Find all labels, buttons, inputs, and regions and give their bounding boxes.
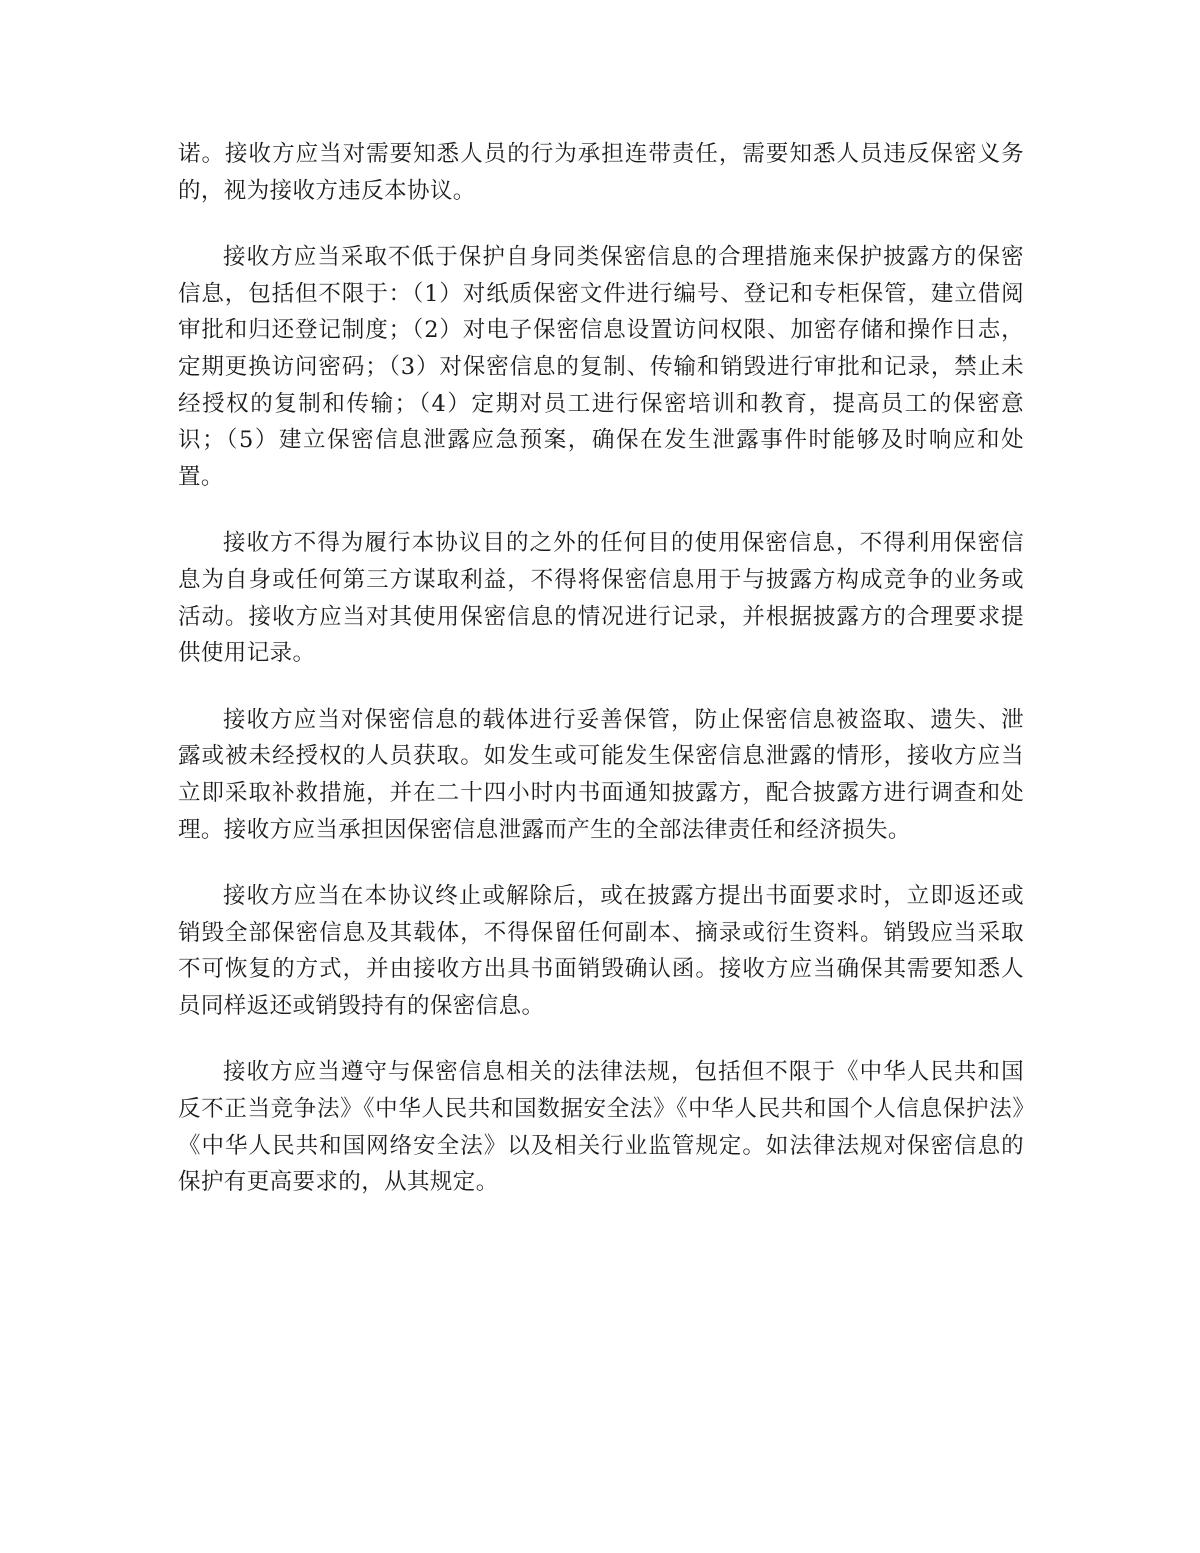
paragraph-5: 接收方应当在本协议终止或解除后，或在披露方提出书面要求时，立即返还或销毁全部保密信息及其载体，不得保留任何副本、摘录或衍生资料。销毁应当采取不可恢复的方式，并由接收方出具书面销毁确认函。接收方应当确保其需要知悉人员同样返还或销毁持有的保密信息。 (178, 883, 1024, 1019)
paragraph-3: 接收方不得为履行本协议目的之外的任何目的使用保密信息，不得利用保密信息为自身或任何第三方谋取利益，不得将保密信息用于与披露方构成竞争的业务或活动。接收方应当对其使用保密信息的情况进行记录，并根据披露方的合理要求提供使用记录。 (178, 530, 1024, 667)
paragraph-4: 接收方应当对保密信息的载体进行妥善保管，防止保密信息被盗取、遗失、泄露或被未经授权的人员获取。如发生或可能发生保密信息泄露的情形，接收方应当立即采取补救措施，并在二十四小时内书面通知披露方，配合披露方进行调查和处理。接收方应当承担因保密信息泄露而产生的全部法律责任和经济损失。 (178, 706, 1024, 843)
paragraph-2: 接收方应当采取不低于保护自身同类保密信息的合理措施来保护披露方的保密信息，包括但不限于：（1）对纸质保密文件进行编号、登记和专柜保管，建立借阅审批和归还登记制度；（2）对电子保密信息设置访问权限、加密存储和操作日志，定期更换访问密码；（3）对保密信息的复制、传输和销毁进行审批和记录，禁止未经授权的复制和传输；（4）定期对员工进行保密培训和教育，提高员工的保密意识；（5）建立保密信息泄露应急预案，确保在发生泄露事件时能够及时响应和处置。 (178, 244, 1024, 490)
paragraph-1: 诺。接收方应当对需要知悉人员的行为承担连带责任，需要知悉人员违反保密义务的，视为接收方违反本协议。 (178, 141, 1024, 204)
paragraph-6: 接收方应当遵守与保密信息相关的法律法规，包括但不限于《中华人民共和国反不正当竞争法》《中华人民共和国数据安全法》《中华人民共和国个人信息保护法》《中华人民共和国网络安全法》以及相关行业监管规定。如法律法规对保密信息的保护有更高要求的，从其规定。 (178, 1059, 1024, 1196)
